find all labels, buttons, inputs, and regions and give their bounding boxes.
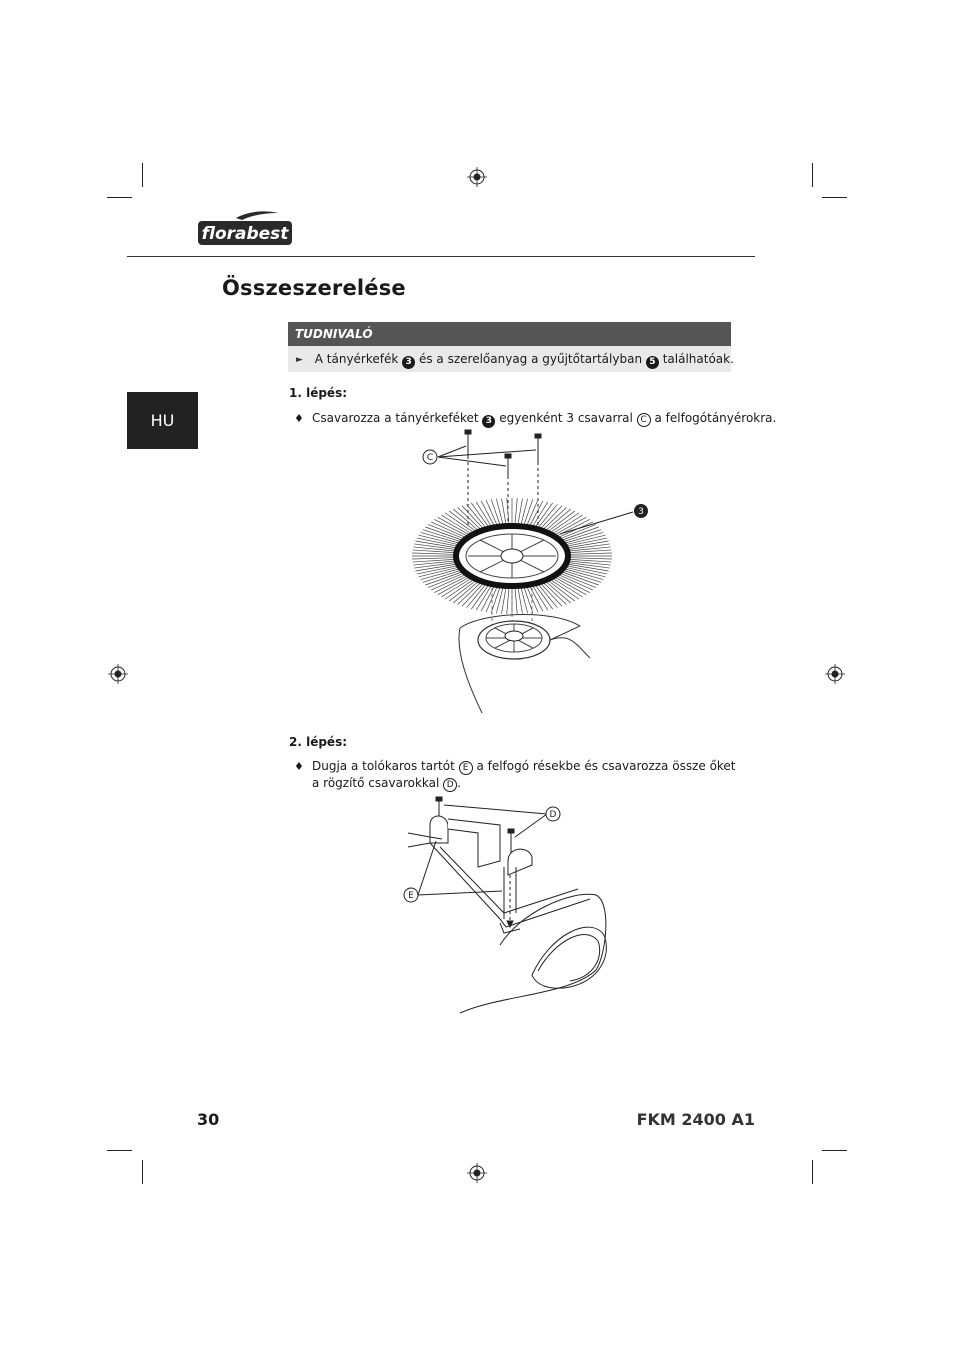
note-heading: TUDNIVALÓ [288,322,731,346]
figure-label: C [426,453,434,463]
figure-label: 3 [638,507,644,517]
crop-mark [107,1150,132,1151]
page-number: 30 [197,1110,220,1129]
brush-bristle [491,499,500,524]
step-text: . [457,776,461,790]
brush-bristle [565,569,603,580]
brush-bristle [541,506,562,529]
brush-bristle [564,571,601,583]
brush-bristle [412,558,454,559]
diamond-bullet-icon: ♦ [294,760,304,773]
brush-bristle [524,499,533,524]
brush-bristle [538,585,557,608]
crop-mark [812,163,813,187]
registration-mark-icon [467,1163,487,1183]
step-text: a felfogótányérokra. [654,411,777,425]
brush-bristle [462,506,483,529]
step1-instruction [294,410,776,428]
part-ref-badge: 5 [646,356,659,369]
registration-mark-icon [108,664,128,684]
crop-mark [142,163,143,187]
crop-mark [107,197,132,198]
header-rule [127,256,755,257]
crop-mark [812,1160,813,1184]
brush-bristle [421,532,459,543]
step2-heading: 2. lépés: [289,735,348,749]
note-text: találhatóak. [662,352,734,366]
handle-holder-figure [400,795,620,1020]
step-text: a rögzítő csavarokkal [312,776,440,790]
brush-bristle [423,530,460,542]
note-text: A tányérkefék [314,352,399,366]
crop-mark [822,197,847,198]
florabest-logo [196,210,294,248]
step2-instruction [294,758,736,792]
diamond-bullet-icon: ♦ [294,412,304,425]
registration-mark-icon [825,664,845,684]
brush-bristle [541,584,562,607]
part-ref-letter: D [443,778,457,792]
figure-label: D [549,810,557,820]
language-tab [127,392,198,449]
step-text: Dugja a tolókaros tartót [312,759,455,773]
crop-mark [822,1150,847,1151]
brush-bristle [565,532,603,543]
brush-bristle [524,587,533,612]
note-body [288,346,734,372]
brush-bristle [467,585,486,608]
part-ref-letter: C [637,413,651,427]
brush-bristle [515,498,517,524]
figure-label: E [408,891,414,901]
part-ref-badge: 3 [402,356,415,369]
brush-bristle [515,588,517,614]
registration-mark-icon [467,167,487,187]
brush-bristle [538,504,557,527]
note-text: és a szerelőanyag a gyűjtőtartályban [418,352,643,366]
brush-bristle [570,558,612,559]
brush-bristle [462,584,483,607]
language-code: HU [150,411,175,430]
brush-bristle [507,588,509,614]
crop-mark [142,1160,143,1184]
page-title: Összeszerelése [222,276,406,300]
brush-bristle [421,569,459,580]
arrow-right-icon: ► [296,355,303,365]
step-text: egyenként 3 csavarral [499,411,633,425]
brush-bristle [570,553,612,554]
brush-bristle [423,571,460,583]
brand-name: florabest [201,224,289,244]
brush-bristle [467,504,486,527]
part-ref-badge: 3 [482,415,495,428]
step-text: a felfogó résekbe és csavarozza össze őket [476,759,736,773]
part-ref-letter: E [459,761,473,775]
brush-bristle [412,553,454,554]
step-text: Csavarozza a tányérkeféket [312,411,479,425]
brush-bristle [491,587,500,612]
step1-heading: 1. lépés: [289,386,348,400]
brush-assembly-figure [400,428,660,718]
model-number: FKM 2400 A1 [636,1110,755,1129]
